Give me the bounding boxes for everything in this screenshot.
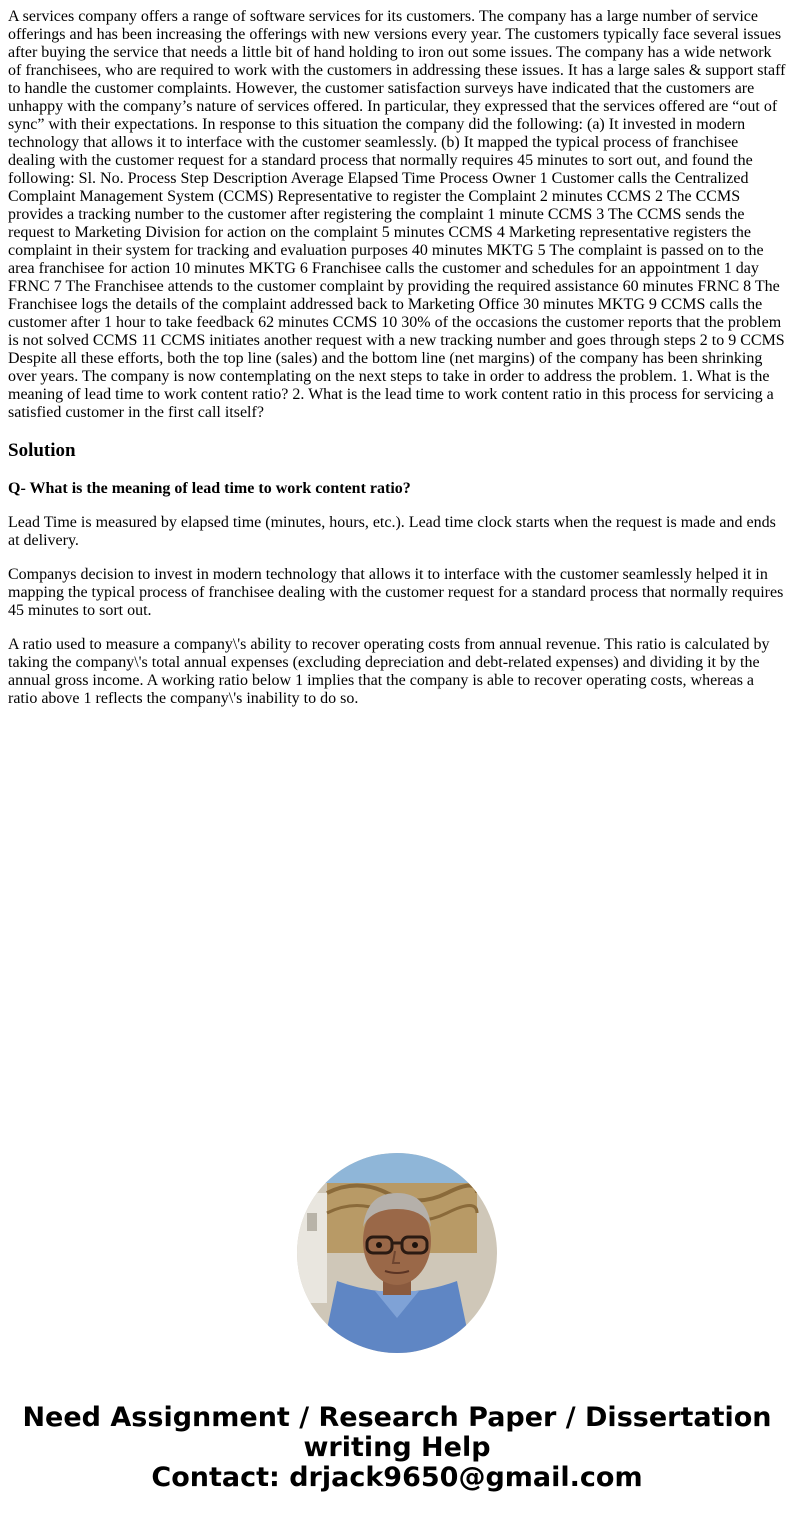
sub-question-heading: Q- What is the meaning of lead time to work content ratio? <box>8 480 411 497</box>
answer-paragraph-working-ratio: A ratio used to measure a company\'s ability to recover operating costs from annual revenue. This ratio is calculated by taking the company\'s total annual expenses (excluding depreciation and debt-related expenses) and dividing it by the annual gross income. A working ratio below 1 implies that the company is able to recover operating costs, whereas a ratio above 1 reflects the company\'s inability to do so. <box>8 636 770 707</box>
answer-paragraph-technology: Companys decision to invest in modern technology that allows it to interface with the customer seamlessly helped it in mapping the typical process of franchisee dealing with the customer request for a standard process that normally requires 45 minutes to sort out. <box>8 566 784 619</box>
solution-heading: Solution <box>8 440 76 461</box>
answer-paragraph-lead-time: Lead Time is measured by elapsed time (minutes, hours, etc.). Lead time clock starts when the request is made and ends at delivery. <box>8 514 776 549</box>
question-text: A services company offers a range of software services for its customers. The company has a large number of service offerings and has been increasing the offerings with new versions every year. The customers typically face several issues after buying the service that needs a little bit of hand holding to iron out some issues. The company has a wide network of franchisees, who are required to work with the customers in addressing these issues. It has a large sales & support staff to handle the customer complaints. However, the customer satisfaction surveys have indicated that the customers are unhappy with the company’s nature of services offered. In particular, they expressed that the services offered are “out of sync” with their expectations. In response to this situation the company did the following: (a) It invested in modern technology that allows it to interface with the customer seamlessly. (b) It mapped the typical process of franchisee dealing with the customer request for a standard process that normally requires 45 minutes to sort out, and found the following: Sl. No. Process Step Description Average Elapsed Time Process Owner 1 Customer calls the Centralized Complaint Management System (CCMS) Representative to register the Complaint 2 minutes CCMS 2 The CCMS provides a tracking number to the customer after registering the complaint 1 minute CCMS 3 The CCMS sends the request to Marketing Division for action on the complaint 5 minutes CCMS 4 Marketing representative registers the complaint in their system for tracking and evaluation purposes 40 minutes MKTG 5 The complaint is passed on to the area franchisee for action 10 minutes MKTG 6 Franchisee calls the customer and schedules for an appointment 1 day FRNC 7 The Franchisee attends to the customer complaint by providing the required assistance 60 minutes FRNC 8 The Franchisee logs the details of the complaint addressed back to Marketing Office 30 minutes MKTG 9 CCMS calls the customer after 1 hour to take feedback 62 minutes CCMS 10 30% of the occasions the customer reports that the problem is not solved CCMS 11 CCMS initiates another request with a new tracking number and goes through steps 2 to 9 CCMS Despite all these efforts, both the top line (sales) and the bottom line (net margins) of the company has been shrinking over years. The company is now contemplating on the next steps to take in order to address the problem. 1. What is the meaning of lead time to work content ratio? 2. What is the lead time to work content ratio in this process for servicing a satisfied customer in the first call itself? <box>8 8 786 421</box>
footer-line-contact-email: Contact: drjack9650@gmail.com <box>151 1462 643 1493</box>
tutor-avatar-photo <box>297 1153 497 1353</box>
footer-line-services: Need Assignment / Research Paper / Dissertation <box>22 1402 772 1433</box>
footer-line-help: writing Help <box>303 1432 491 1463</box>
document-body <box>8 8 786 724</box>
contact-footer <box>0 1403 794 1493</box>
